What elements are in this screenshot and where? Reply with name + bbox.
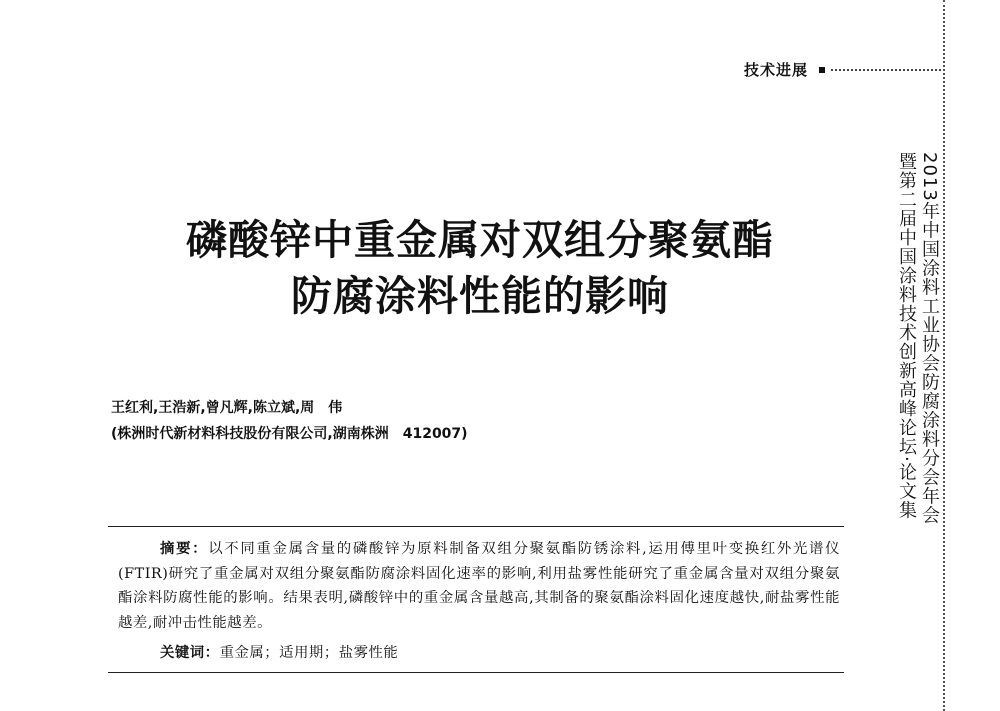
keywords-label: 关键词： [160, 645, 220, 661]
abstract-label: 摘要： [160, 541, 209, 557]
keywords-text: 重金属；适用期；盐雾性能 [219, 645, 399, 661]
paper-affiliation: (株洲时代新材料科技股份有限公司,湖南株洲 412007) [111, 426, 468, 442]
side-banner-line-2: 暨第二届中国涂料技术创新高峰论坛·论文集 [896, 152, 917, 520]
section-header: 技术进展 [744, 61, 809, 79]
abstract-bottom-rule [108, 672, 844, 673]
paper-title-line-2: 防腐涂料性能的影响 [291, 272, 669, 320]
abstract [118, 537, 840, 635]
side-banner-line-1: 2013年中国涂料工业协会防腐涂料分会年会 [919, 152, 940, 525]
abstract-text: 以不同重金属含量的磷酸锌为原料制备双组分聚氨酯防锈涂料,运用傅里叶变换红外光谱仪(FTIR)研究了重金属对双组分聚氨酯防腐涂料固化速率的影响,利用盐雾性能研究了重金属含量对双组分聚氨酯涂料防腐性能的影响。结果表明,磷酸锌中的重金属含量越高,其制备的聚氨酯涂料固化速度越快,耐盐雾性能越差,耐冲击性能越差。 [118, 541, 840, 631]
keywords [160, 642, 398, 664]
paper-title [160, 212, 800, 324]
vertical-dotted-rule [943, 0, 945, 711]
header-dotted-leader [831, 69, 941, 71]
side-banner [896, 152, 940, 525]
paper-title-line-1: 磷酸锌中重金属对双组分聚氨酯 [186, 216, 774, 264]
header-square-marker [819, 67, 825, 73]
paper-authors: 王红利,王浩新,曾凡辉,陈立斌,周 伟 [111, 400, 343, 416]
abstract-top-rule [108, 526, 844, 527]
